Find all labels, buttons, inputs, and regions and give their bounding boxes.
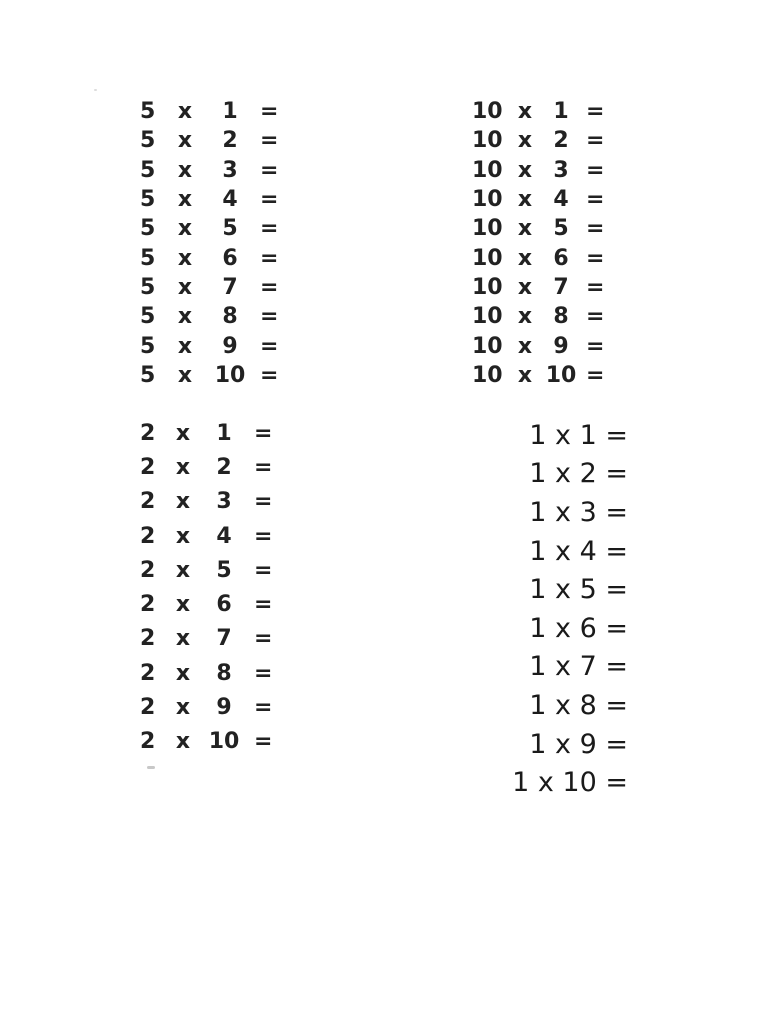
- multiplier: 10: [545, 362, 577, 388]
- equals-sign: =: [586, 216, 605, 242]
- equation-row: 1 x 1 =: [529, 419, 628, 451]
- multiplier: 1: [216, 420, 232, 446]
- equation-row: [140, 519, 284, 553]
- multiplicand: 10: [472, 99, 503, 125]
- equals-sign: =: [254, 729, 273, 755]
- equation-row: [140, 450, 284, 484]
- multiplicand: 10: [472, 128, 503, 154]
- multiplier: 2: [553, 128, 569, 154]
- equals-sign: =: [254, 695, 273, 721]
- equation-row: [140, 622, 284, 656]
- multiplier: 6: [222, 245, 238, 271]
- equals-sign: =: [260, 304, 279, 330]
- equals-sign: =: [260, 362, 279, 388]
- multiplier: 9: [216, 695, 232, 721]
- multiplier: 3: [222, 157, 238, 183]
- equals-sign: =: [254, 420, 273, 446]
- multiplier: 5: [553, 216, 569, 242]
- equals-sign: =: [260, 128, 279, 154]
- multiplicand: 5: [140, 333, 156, 359]
- multiplier: 6: [216, 592, 232, 618]
- multiplier: 1: [553, 99, 569, 125]
- multiplicand: 10: [472, 245, 503, 271]
- times-table-5: [140, 97, 290, 390]
- times-sign: x: [517, 304, 533, 330]
- times-sign: x: [517, 187, 533, 213]
- times-sign: x: [175, 420, 191, 446]
- equation-row: [140, 690, 284, 724]
- times-sign: x: [177, 128, 193, 154]
- equation-row: [140, 361, 290, 390]
- times-sign: x: [517, 99, 533, 125]
- multiplier: 1: [222, 99, 238, 125]
- multiplier: 9: [222, 333, 238, 359]
- times-sign: x: [177, 187, 193, 213]
- multiplicand: 10: [472, 216, 503, 242]
- equals-sign: =: [586, 245, 605, 271]
- equation-row: [472, 273, 616, 302]
- times-sign: x: [177, 157, 193, 183]
- equals-sign: =: [260, 274, 279, 300]
- equation-row: [140, 126, 290, 155]
- multiplicand: 5: [140, 362, 156, 388]
- multiplier: 2: [216, 454, 232, 480]
- times-table-2: [140, 416, 284, 759]
- times-sign: x: [517, 245, 533, 271]
- equation-row: [140, 485, 284, 519]
- multiplicand: 2: [140, 420, 156, 446]
- multiplier: 7: [222, 274, 238, 300]
- equation-row: 1 x 7 =: [529, 651, 628, 683]
- multiplier: 5: [222, 216, 238, 242]
- times-sign: x: [517, 362, 533, 388]
- times-table-10: [472, 97, 616, 390]
- times-sign: x: [177, 333, 193, 359]
- equation-row: [140, 331, 290, 360]
- equation-row: 1 x 10 =: [512, 767, 628, 799]
- equation-row: [140, 156, 290, 185]
- stray-mark: [94, 89, 97, 91]
- multiplier: 3: [553, 157, 569, 183]
- equation-row: [140, 587, 284, 621]
- times-sign: x: [517, 128, 533, 154]
- times-sign: x: [517, 216, 533, 242]
- times-sign: x: [517, 157, 533, 183]
- multiplicand: 2: [140, 626, 156, 652]
- multiplicand: 5: [140, 187, 156, 213]
- equation-row: [140, 185, 290, 214]
- equals-sign: =: [260, 245, 279, 271]
- equation-row: [140, 273, 290, 302]
- multiplicand: 10: [472, 157, 503, 183]
- equation-row: [472, 361, 616, 390]
- multiplier: 8: [216, 660, 232, 686]
- equals-sign: =: [254, 557, 273, 583]
- multiplier: 4: [216, 523, 232, 549]
- multiplicand: 2: [140, 729, 156, 755]
- multiplier: 10: [208, 729, 240, 755]
- multiplicand: 5: [140, 245, 156, 271]
- multiplicand: 5: [140, 128, 156, 154]
- times-sign: x: [177, 304, 193, 330]
- times-sign: x: [175, 660, 191, 686]
- times-sign: x: [177, 99, 193, 125]
- equation-row: [472, 185, 616, 214]
- equation-row: 1 x 4 =: [529, 535, 628, 567]
- multiplicand: 5: [140, 304, 156, 330]
- times-sign: x: [175, 729, 191, 755]
- equation-row: 1 x 2 =: [529, 458, 628, 490]
- multiplier: 6: [553, 245, 569, 271]
- multiplicand: 10: [472, 362, 503, 388]
- equation-row: [472, 302, 616, 331]
- multiplicand: 10: [472, 274, 503, 300]
- multiplier: 7: [553, 274, 569, 300]
- times-sign: x: [175, 489, 191, 515]
- equation-row: [140, 553, 284, 587]
- multiplicand: 2: [140, 592, 156, 618]
- equals-sign: =: [260, 99, 279, 125]
- equals-sign: =: [586, 187, 605, 213]
- equals-sign: =: [586, 304, 605, 330]
- equals-sign: =: [586, 362, 605, 388]
- equation-row: [140, 214, 290, 243]
- equation-row: [140, 725, 284, 759]
- multiplicand: 2: [140, 695, 156, 721]
- equals-sign: =: [254, 592, 273, 618]
- times-sign: x: [177, 274, 193, 300]
- equals-sign: =: [586, 274, 605, 300]
- times-sign: x: [177, 216, 193, 242]
- multiplicand: 2: [140, 557, 156, 583]
- equation-row: [472, 97, 616, 126]
- multiplier: 2: [222, 128, 238, 154]
- multiplicand: 2: [140, 523, 156, 549]
- equals-sign: =: [254, 454, 273, 480]
- equals-sign: =: [260, 187, 279, 213]
- times-sign: x: [177, 245, 193, 271]
- times-sign: x: [175, 592, 191, 618]
- multiplier: 10: [214, 362, 246, 388]
- equation-row: [472, 214, 616, 243]
- multiplicand: 2: [140, 660, 156, 686]
- equation-row: [140, 656, 284, 690]
- equation-row: [472, 331, 616, 360]
- equation-row: 1 x 9 =: [529, 728, 628, 760]
- times-sign: x: [175, 523, 191, 549]
- multiplier: 7: [216, 626, 232, 652]
- multiplier: 9: [553, 333, 569, 359]
- equals-sign: =: [260, 216, 279, 242]
- equals-sign: =: [254, 489, 273, 515]
- multiplier: 8: [553, 304, 569, 330]
- times-sign: x: [177, 362, 193, 388]
- times-sign: x: [175, 626, 191, 652]
- multiplier: 3: [216, 489, 232, 515]
- equation-row: 1 x 3 =: [529, 496, 628, 528]
- equation-row: [472, 156, 616, 185]
- times-sign: x: [517, 274, 533, 300]
- multiplicand: 2: [140, 454, 156, 480]
- equation-row: [140, 243, 290, 272]
- equation-row: [472, 243, 616, 272]
- times-sign: x: [175, 557, 191, 583]
- times-table-1: [470, 416, 628, 802]
- times-sign: x: [175, 454, 191, 480]
- multiplicand: 2: [140, 489, 156, 515]
- multiplicand: 5: [140, 216, 156, 242]
- multiplier: 8: [222, 304, 238, 330]
- multiplicand: 10: [472, 187, 503, 213]
- multiplicand: 5: [140, 157, 156, 183]
- equals-sign: =: [586, 157, 605, 183]
- equation-row: 1 x 8 =: [529, 689, 628, 721]
- multiplier: 4: [553, 187, 569, 213]
- equals-sign: =: [586, 99, 605, 125]
- equals-sign: =: [260, 157, 279, 183]
- times-sign: x: [175, 695, 191, 721]
- equals-sign: =: [260, 333, 279, 359]
- multiplicand: 10: [472, 333, 503, 359]
- times-sign: x: [517, 333, 533, 359]
- multiplier: 4: [222, 187, 238, 213]
- multiplicand: 5: [140, 274, 156, 300]
- multiplicand: 10: [472, 304, 503, 330]
- equals-sign: =: [254, 660, 273, 686]
- equals-sign: =: [586, 128, 605, 154]
- equation-row: [472, 126, 616, 155]
- multiplicand: 5: [140, 99, 156, 125]
- equation-row: [140, 416, 284, 450]
- equals-sign: =: [586, 333, 605, 359]
- equation-row: 1 x 5 =: [529, 574, 628, 606]
- equals-sign: =: [254, 626, 273, 652]
- equals-sign: =: [254, 523, 273, 549]
- equation-row: 1 x 6 =: [529, 612, 628, 644]
- equation-row: [140, 97, 290, 126]
- equation-row: [140, 302, 290, 331]
- stray-mark: [147, 766, 155, 769]
- multiplier: 5: [216, 557, 232, 583]
